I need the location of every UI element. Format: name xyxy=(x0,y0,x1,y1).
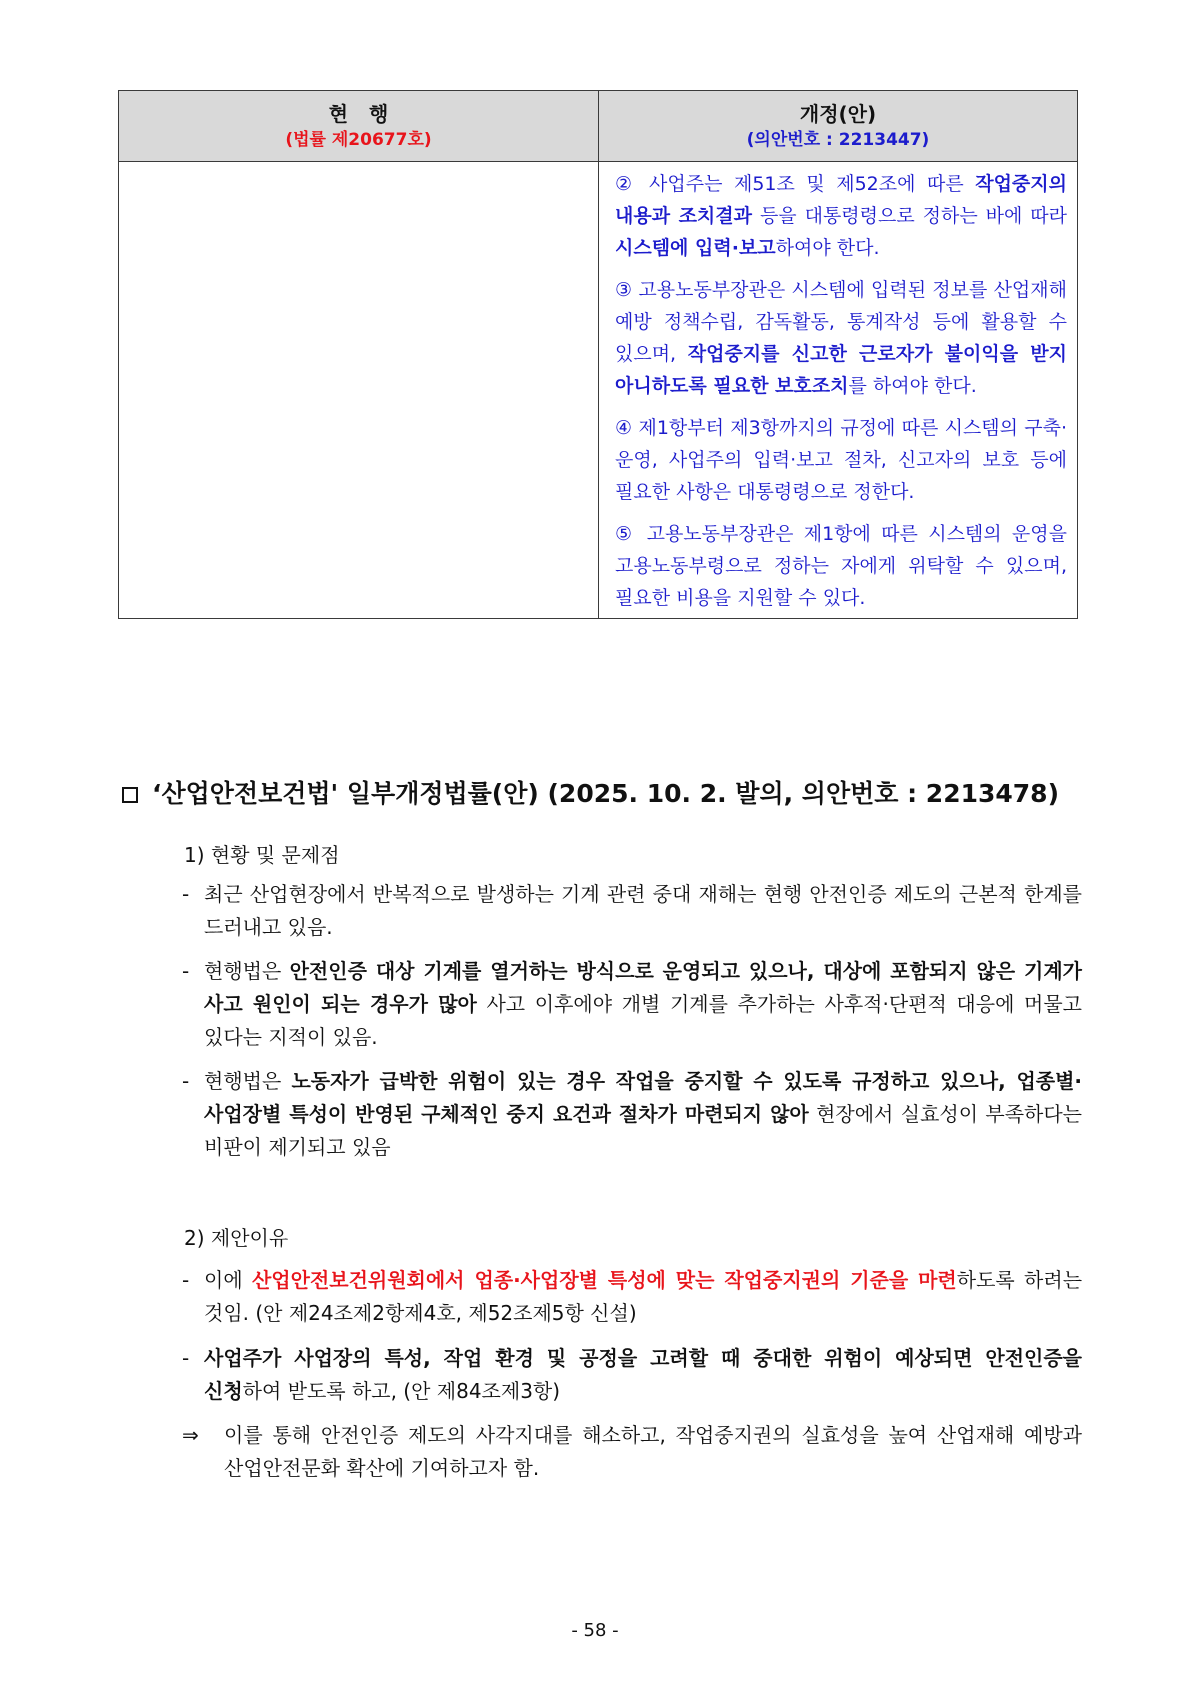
amendment-paragraph-3 xyxy=(615,274,1067,402)
list-item-text xyxy=(224,1419,1082,1485)
bill-number: (의안번호 : 2213447) xyxy=(746,130,930,150)
text: 하도록 하려는 것임. (안 제24조제2항제4호, 제52조제5항 신설) xyxy=(204,1268,1083,1325)
paragraph-emphasis: 시스템에 입력·보고 xyxy=(615,237,776,259)
amendment-header xyxy=(599,91,1078,162)
paragraph-text: 등을 대통령령으로 정하는 바에 따라 xyxy=(752,205,1068,227)
list-item xyxy=(182,878,1082,944)
dash-bullet: - xyxy=(182,882,190,906)
checkbox-bullet-icon xyxy=(122,787,138,803)
arrow-icon: ⇒ xyxy=(182,1423,199,1447)
paragraph-text: ② 사업주는 제51조 및 제52조에 따른 xyxy=(615,173,976,195)
dash-bullet: - xyxy=(182,1069,190,1093)
text: 현행법은 xyxy=(204,1069,292,1093)
list-item xyxy=(182,955,1082,1054)
list-item xyxy=(182,1419,1082,1485)
text: 이를 통해 안전인증 제도의 사각지대를 해소하고, 작업중지권의 실효성을 높여 산업재해 예방과 산업안전문화 확산에 기여하고자 함. xyxy=(224,1423,1082,1480)
list-item xyxy=(182,1264,1082,1330)
list-item xyxy=(182,1342,1082,1408)
page-number: - 58 - xyxy=(571,1620,619,1641)
paragraph-emphasis: 작업중지를 신고한 근로자가 불이익을 받지 아니하도록 필요한 보호조치 xyxy=(615,343,1067,397)
text: 현장에서 실효성이 부족하다는 비판이 제기되고 있음 xyxy=(204,1102,1082,1159)
current-law-header xyxy=(119,91,599,162)
text: 최근 산업현장에서 반복적으로 발생하는 기계 관련 중대 재해는 현행 안전인증 제도의 근본적 한계를 드러내고 있음. xyxy=(204,882,1082,939)
dash-bullet: - xyxy=(182,1346,190,1370)
list-item-text xyxy=(204,955,1082,1054)
list-item xyxy=(182,1065,1082,1164)
amendment-cell xyxy=(599,162,1078,619)
emphasis: 사업주가 사업장의 특성, 작업 환경 및 공정을 고려할 때 중대한 위험이 예상되면 안전인증을 신청 xyxy=(204,1346,1082,1403)
comparison-table xyxy=(118,90,1078,619)
emphasis: 안전인증 대상 기계를 열거하는 방식으로 운영되고 있으나, 대상에 포함되지 않은 기계가 사고 원인이 되는 경우가 많아 xyxy=(204,959,1082,1016)
paragraph-emphasis: 작업중지의 내용과 조치결과 xyxy=(615,173,1067,227)
text: 현행법은 xyxy=(204,959,290,983)
list-item-text xyxy=(204,1264,1082,1330)
list-item-text xyxy=(204,1065,1082,1164)
amendment-paragraph-2 xyxy=(615,168,1067,264)
section-title-text: ‘산업안전보건법' 일부개정법률(안) (2025. 10. 2. 발의, 의안번호 : 2213478) xyxy=(152,779,1060,808)
current-law-cell xyxy=(119,162,599,619)
text: 하여 받도록 하고, (안 제84조제3항) xyxy=(242,1379,561,1403)
current-law-number: (법률 제20677호) xyxy=(285,130,432,150)
current-law-title: 현 행 xyxy=(328,102,389,126)
text: 이에 xyxy=(204,1268,252,1292)
paragraph-text: ⑤ 고용노동부장관은 제1항에 따른 시스템의 운영을 고용노동부령으로 정하는 자에게 위탁할 수 있으며, 필요한 비용을 지원할 수 있다. xyxy=(615,523,1067,609)
paragraph-text: 하여야 한다. xyxy=(775,237,880,259)
dash-bullet: - xyxy=(182,1268,190,1292)
paragraph-text: 를 하여야 한다. xyxy=(848,375,977,397)
paragraph-text: ③ 고용노동부장관은 시스템에 입력된 정보를 산업재해 예방 정책수립, 감독활동, 통계작성 등에 활용할 수 있으며, xyxy=(615,279,1067,365)
subheading-reason: 2) 제안이유 xyxy=(184,1226,289,1250)
amendment-paragraph-4 xyxy=(615,412,1067,508)
list-item-text xyxy=(204,1342,1082,1408)
list-item-text xyxy=(204,878,1082,944)
section-heading xyxy=(120,776,1080,812)
dash-bullet: - xyxy=(182,959,190,983)
table-header-row xyxy=(119,91,1078,162)
emphasis: 노동자가 급박한 위험이 있는 경우 작업을 중지할 수 있도록 규정하고 있으나, 업종별·사업장별 특성이 반영된 구체적인 중지 요건과 절차가 마련되지 않아 xyxy=(204,1069,1082,1126)
paragraph-text: ④ 제1항부터 제3항까지의 규정에 따른 시스템의 구축·운영, 사업주의 입력·보고 절차, 신고자의 보호 등에 필요한 사항은 대통령령으로 정한다. xyxy=(615,417,1067,503)
text: 사고 이후에야 개별 기계를 추가하는 사후적·단편적 대응에 머물고 있다는 지적이 있음. xyxy=(204,992,1082,1049)
red-emphasis: 산업안전보건위원회에서 업종·사업장별 특성에 맞는 작업중지권의 기준을 마련 xyxy=(251,1268,957,1292)
amendment-title: 개정(안) xyxy=(799,102,877,126)
subheading-status-issues: 1) 현황 및 문제점 xyxy=(184,843,340,867)
table-row xyxy=(119,162,1078,619)
amendment-paragraph-5 xyxy=(615,518,1067,614)
